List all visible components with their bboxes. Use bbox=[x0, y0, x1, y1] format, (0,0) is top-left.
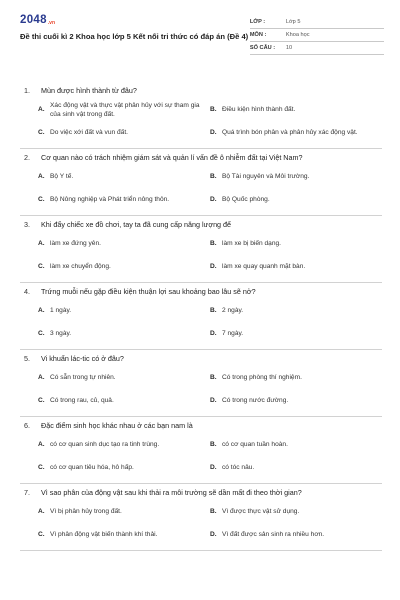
answer-option[interactable] bbox=[210, 366, 382, 389]
option-text: Bộ Nông nghiệp và Phát triển nông thôn. bbox=[50, 196, 170, 203]
option-text: làm xe chuyển động. bbox=[50, 263, 111, 270]
answer-option[interactable] bbox=[210, 456, 382, 479]
option-text: có tóc nâu. bbox=[222, 464, 255, 471]
answer-option[interactable] bbox=[210, 322, 382, 345]
question-stem bbox=[20, 484, 382, 500]
answer-option[interactable] bbox=[210, 121, 382, 144]
question-number: 3. bbox=[24, 219, 30, 229]
option-letter: C. bbox=[38, 196, 45, 203]
question-number: 1. bbox=[24, 85, 30, 95]
answer-option[interactable] bbox=[38, 433, 210, 456]
option-text: có cơ quan tiêu hóa, hô hấp. bbox=[50, 464, 134, 471]
answer-option[interactable] bbox=[38, 523, 210, 546]
meta-value: Khoa học bbox=[285, 32, 310, 38]
option-text: Vì bị phân hủy trong đất. bbox=[50, 508, 122, 515]
meta-key: LỚP : bbox=[249, 19, 266, 25]
option-text: Có trong nước đường. bbox=[222, 397, 289, 404]
option-text: Bộ Tài nguyên và Môi trường. bbox=[222, 173, 310, 180]
question-list bbox=[20, 82, 384, 551]
option-text: làm xe đứng yên. bbox=[50, 240, 101, 247]
answer-options bbox=[20, 500, 382, 550]
answer-options bbox=[20, 366, 382, 416]
option-letter: D. bbox=[210, 464, 217, 471]
answer-option[interactable] bbox=[38, 255, 210, 278]
option-letter: B. bbox=[210, 374, 217, 381]
option-letter: D. bbox=[210, 531, 217, 538]
option-letter: C. bbox=[38, 263, 45, 270]
question-number: 5. bbox=[24, 353, 30, 363]
option-text: Quá trình bón phân và phân hủy xác động vật. bbox=[222, 129, 358, 136]
answer-option[interactable] bbox=[38, 98, 210, 121]
option-letter: C. bbox=[38, 397, 45, 404]
answer-options bbox=[20, 433, 382, 483]
option-letter: C. bbox=[38, 129, 45, 136]
answer-option[interactable] bbox=[210, 523, 382, 546]
answer-options bbox=[20, 165, 382, 215]
answer-option[interactable] bbox=[210, 232, 382, 255]
answer-option[interactable] bbox=[38, 322, 210, 345]
question-stem bbox=[20, 350, 382, 366]
site-logo[interactable] bbox=[20, 14, 250, 26]
meta-value: Lớp 5 bbox=[285, 19, 301, 25]
answer-option[interactable] bbox=[210, 165, 382, 188]
answer-option[interactable] bbox=[38, 366, 210, 389]
option-text: Do việc xới đất và vun đất. bbox=[50, 129, 128, 136]
meta-row-subject bbox=[250, 29, 384, 42]
answer-options bbox=[20, 299, 382, 349]
question-4 bbox=[20, 283, 382, 350]
option-text: Xác động vật và thực vật phân hủy với sự tham gia của sinh vật trong đất. bbox=[50, 101, 200, 118]
question-text: Khi đẩy chiếc xe đồ chơi, tay ta đã cung cấp năng lượng để bbox=[41, 219, 232, 229]
option-letter: D. bbox=[210, 397, 217, 404]
answer-option[interactable] bbox=[38, 165, 210, 188]
answer-option[interactable] bbox=[210, 188, 382, 211]
option-letter: A. bbox=[38, 240, 45, 247]
question-6 bbox=[20, 417, 382, 484]
answer-option[interactable] bbox=[38, 121, 210, 144]
option-text: Điều kiện hình thành đất. bbox=[222, 106, 296, 113]
question-stem bbox=[20, 417, 382, 433]
logo-text: 2048 bbox=[20, 14, 47, 26]
option-letter: D. bbox=[210, 263, 217, 270]
option-text: làm xe quay quanh mặt bàn. bbox=[222, 263, 306, 270]
option-letter: B. bbox=[210, 173, 217, 180]
answer-option[interactable] bbox=[38, 299, 210, 322]
option-letter: B. bbox=[210, 508, 217, 515]
option-text: Bộ Quốc phòng. bbox=[222, 196, 270, 203]
question-text: Vì sao phân của động vật sau khi thải ra môi trường sẽ dần mất đi theo thời gian? bbox=[41, 487, 302, 497]
option-letter: A. bbox=[38, 106, 45, 113]
option-text: 3 ngày. bbox=[50, 330, 72, 337]
option-text: 1 ngày. bbox=[50, 307, 72, 314]
option-text: Vì đất được sản sinh ra nhiều hơn. bbox=[222, 531, 325, 538]
answer-options bbox=[20, 232, 382, 282]
option-text: có cơ quan sinh dục tạo ra tinh trùng. bbox=[50, 441, 160, 448]
option-text: Bộ Y tế. bbox=[50, 173, 74, 180]
question-7 bbox=[20, 484, 382, 551]
answer-option[interactable] bbox=[38, 232, 210, 255]
question-stem bbox=[20, 283, 382, 299]
answer-option[interactable] bbox=[38, 500, 210, 523]
option-text: làm xe bị biến dạng. bbox=[222, 240, 282, 247]
option-letter: C. bbox=[38, 531, 45, 538]
option-letter: B. bbox=[210, 441, 217, 448]
option-text: Có trong rau, củ, quả. bbox=[50, 397, 114, 404]
option-letter: A. bbox=[38, 441, 45, 448]
question-number: 7. bbox=[24, 487, 30, 497]
question-1 bbox=[20, 82, 382, 149]
option-letter: A. bbox=[38, 508, 45, 515]
question-number: 4. bbox=[24, 286, 30, 296]
option-text: Vì được thực vật sử dụng. bbox=[222, 508, 300, 515]
question-text: Mùn được hình thành từ đâu? bbox=[41, 85, 137, 95]
answer-option[interactable] bbox=[210, 299, 382, 322]
answer-option[interactable] bbox=[38, 389, 210, 412]
answer-options bbox=[20, 98, 382, 148]
question-3 bbox=[20, 216, 382, 283]
answer-option[interactable] bbox=[38, 188, 210, 211]
option-letter: D. bbox=[210, 330, 217, 337]
option-letter: D. bbox=[210, 196, 217, 203]
option-letter: B. bbox=[210, 106, 217, 113]
question-5 bbox=[20, 350, 382, 417]
question-number: 6. bbox=[24, 420, 30, 430]
answer-option[interactable] bbox=[210, 389, 382, 412]
question-stem bbox=[20, 216, 382, 232]
meta-key: SỐ CÂU : bbox=[249, 45, 276, 51]
option-text: Có trong phòng thí nghiệm. bbox=[222, 374, 302, 381]
option-text: Vì phân động vật biến thành khí thải. bbox=[50, 531, 158, 538]
option-text: có cơ quan tuần hoàn. bbox=[222, 441, 288, 448]
question-text: Vi khuẩn lác-tic có ở đâu? bbox=[41, 353, 124, 363]
meta-key: MÔN : bbox=[249, 32, 267, 38]
answer-option[interactable] bbox=[38, 456, 210, 479]
option-text: 7 ngày. bbox=[222, 330, 244, 337]
option-letter: B. bbox=[210, 307, 217, 314]
option-letter: A. bbox=[38, 173, 45, 180]
meta-value: 10 bbox=[285, 45, 293, 51]
exam-meta bbox=[250, 16, 384, 70]
question-2 bbox=[20, 149, 382, 216]
header-left bbox=[20, 14, 250, 70]
option-letter: A. bbox=[38, 374, 45, 381]
question-stem bbox=[20, 82, 382, 98]
logo-domain: .vn bbox=[47, 20, 56, 26]
page-header bbox=[20, 14, 384, 70]
option-text: 2 ngày. bbox=[222, 307, 244, 314]
answer-option[interactable] bbox=[210, 500, 382, 523]
question-number: 2. bbox=[24, 152, 30, 162]
option-letter: B. bbox=[210, 240, 217, 247]
question-text: Cơ quan nào có trách nhiệm giám sát và quản lí vấn đề ô nhiễm đất tại Việt Nam? bbox=[41, 152, 303, 162]
question-text: Đặc điểm sinh học khác nhau ở các bạn nam là bbox=[41, 420, 193, 430]
answer-option[interactable] bbox=[210, 433, 382, 456]
answer-option[interactable] bbox=[210, 98, 382, 121]
answer-option[interactable] bbox=[210, 255, 382, 278]
page-title: Đề thi cuối kì 2 Khoa học lớp 5 Kết nối tri thức có đáp án (Đề 4) bbox=[20, 32, 249, 41]
meta-row-grade bbox=[250, 16, 384, 29]
option-letter: D. bbox=[210, 129, 217, 136]
question-stem bbox=[20, 149, 382, 165]
option-text: Có sẵn trong tự nhiên. bbox=[50, 374, 116, 381]
option-letter: C. bbox=[38, 330, 45, 337]
question-text: Trứng muỗi nếu gặp điều kiện thuận lợi sau khoảng bao lâu sẽ nở? bbox=[41, 286, 256, 296]
option-letter: C. bbox=[38, 464, 45, 471]
option-letter: A. bbox=[38, 307, 45, 314]
meta-row-count bbox=[250, 42, 384, 55]
